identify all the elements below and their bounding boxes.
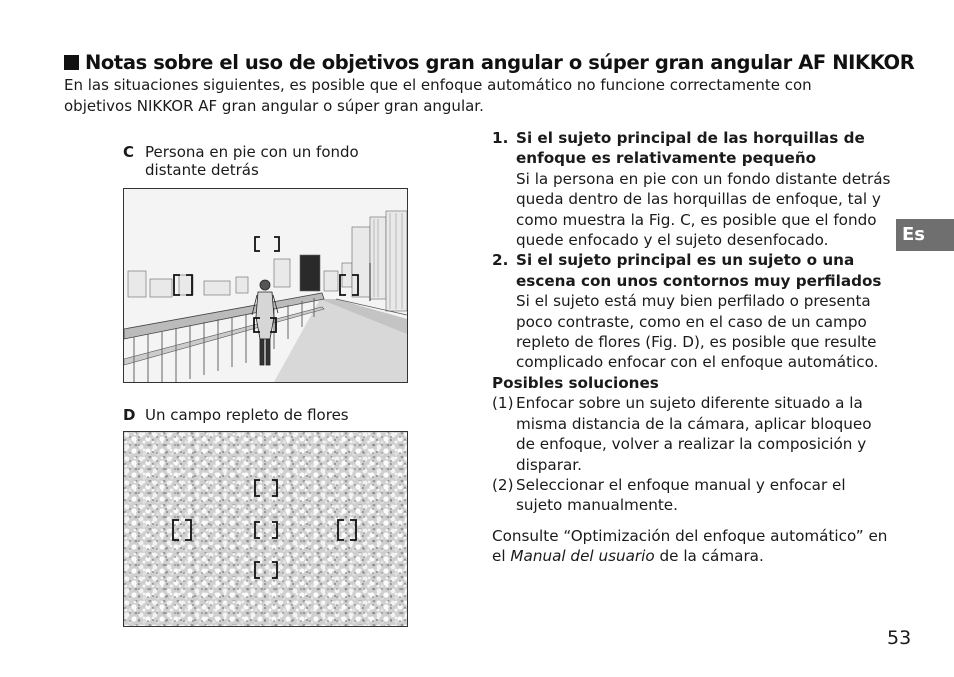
solution-text: Enfocar sobre un sujeto diferente situado a la misma distancia de la cámara, aplicar bloqueo de enfoque, volver a realizar la composición y disparar. (516, 394, 872, 474)
language-tab: Es (896, 219, 954, 251)
solutions-title: Posibles soluciones (492, 373, 659, 392)
item-body: Si el sujeto está muy bien perfilado o presenta poco contraste, como en el caso de un campo repleto de flores (Fig. D), es posible que resulte complicado enfocar con el enfoque automático. (516, 292, 879, 372)
page-number: 53 (887, 627, 912, 649)
figure-c-image (123, 188, 408, 383)
solution-number: (1) (492, 394, 514, 413)
list-item (492, 250, 892, 372)
figure-d-text: Un campo repleto de flores (145, 406, 349, 424)
figure-c-text: Persona en pie con un fondo distante detrás (145, 143, 359, 179)
item-number: 1. (492, 129, 509, 147)
figure-c-caption (123, 143, 393, 183)
section-heading: Notas sobre el uso de objetivos gran angular o súper gran angular AF NIKKOR (64, 51, 914, 74)
item-body: Si la persona en pie con un fondo distante detrás queda dentro de las horquillas de enfoque, tal y como muestra la Fig. C, es posible que el fondo quede enfocado y el sujeto desenfocado. (516, 169, 891, 250)
right-column (492, 128, 892, 567)
bullet-square-icon (64, 55, 79, 70)
figure-d-image (123, 431, 408, 627)
item-number: 2. (492, 251, 509, 270)
figure-d-caption (123, 406, 393, 428)
intro-paragraph: En las situaciones siguientes, es posible que el enfoque automático no funcione correctamente con objetivos NIKKOR AF gran angular o súper gran angular. (64, 76, 812, 115)
reference-note: Consulte “Optimización del enfoque automático” en el Manual del usuario de la cámara. (492, 526, 888, 566)
item-title: Si el sujeto principal es un sujeto o una escena con unos contornos muy perfilados (516, 251, 882, 290)
solution-item (492, 393, 892, 475)
solution-number: (2) (492, 475, 514, 494)
item-title: Si el sujeto principal de las horquillas de enfoque es relativamente pequeño (516, 129, 865, 168)
solution-text: Seleccionar el enfoque manual y enfocar el sujeto manualmente. (516, 475, 846, 515)
figure-c-letter: C (123, 143, 135, 161)
solution-item (492, 475, 892, 516)
list-item (492, 128, 892, 250)
figure-d-letter: D (123, 406, 136, 424)
manual-title: Manual del usuario (510, 547, 655, 566)
